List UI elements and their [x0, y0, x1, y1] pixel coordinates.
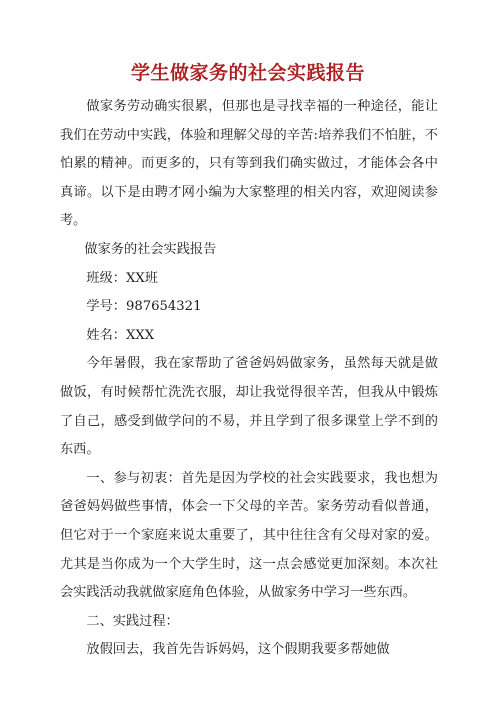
document-body [60, 93, 438, 665]
motivation-paragraph: 一、参与初衷：首先是因为学校的社会实践要求，我也想为爸爸妈妈做些事情，体会一下父母的辛苦。家务劳动看似普通，但它对于一个家庭来说太重要了，其中往往含有父母对家的爱。 尤其是当你成为一个大学生时，这一点会感觉更加深刻。本次社会实践活动我就做家庭角色体验，从做家务中学习一些东西。 [60, 470, 438, 601]
name-line: 姓名：XXX [86, 327, 155, 343]
intro-paragraph: 做家务劳动确实很累，但那也是寻找幸福的一种途径，能让我们在劳动中实践，体验和理解父母的辛苦:培养我们不怕脏，不怕累的精神。而更多的，只有等到我们确实做过，才能体会各中真谛。以下是由聘才网小编为大家整理的相关内容，欢迎阅读参考。 [60, 99, 438, 229]
class-line: 班级：XX班 [86, 270, 158, 286]
document-title: 学生做家务的社会实践报告 [130, 62, 365, 84]
process-paragraph: 放假回去，我首先告诉妈妈，这个假期我要多帮她做 [86, 642, 390, 658]
summer-paragraph: 今年暑假，我在家帮助了爸爸妈妈做家务，虽然每天就是做做饭，有时候帮忙洗洗衣服，却让我觉得很辛苦，但我从中锻炼了自己，感受到做学问的不易，并且学到了很多课堂上学不到的东西。 [60, 356, 438, 458]
process-heading: 二、实践过程： [86, 613, 179, 629]
student-id-line: 学号：987654321 [86, 299, 202, 315]
report-subtitle: 做家务的社会实践报告 [84, 241, 217, 257]
